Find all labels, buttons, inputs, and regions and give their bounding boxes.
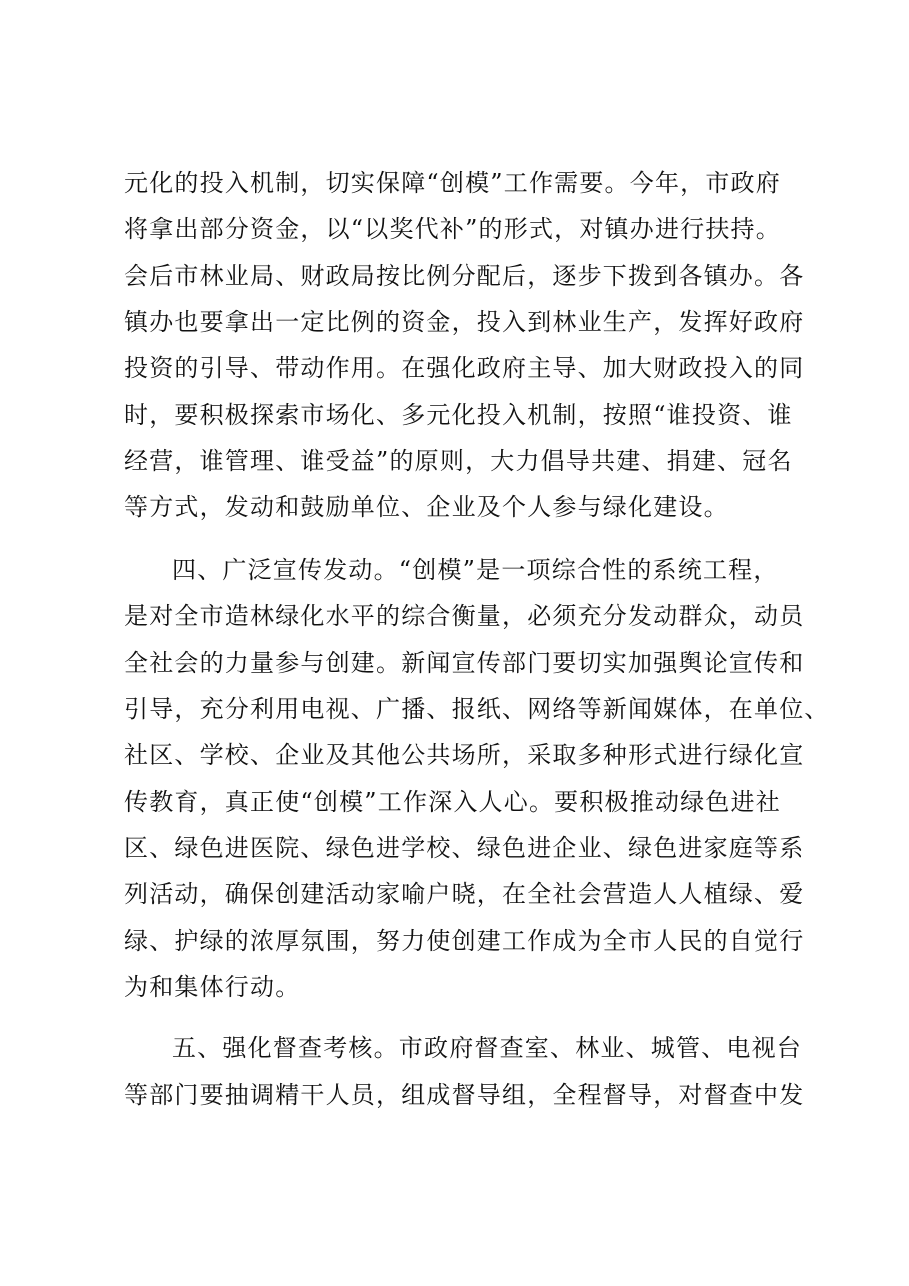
text-line: 为和集体行动。 <box>124 973 301 1001</box>
text-line: 传教育，真正使“创模”工作深入人心。要积极推动绿色进社 <box>124 788 781 816</box>
text-line: 等方式，发动和鼓励单位、企业及个人参与绿化建设。 <box>124 493 729 521</box>
text-line: 社区、学校、企业及其他公共场所，采取多种形式进行绿化宣 <box>124 741 805 769</box>
paragraph-4-first-line: 四、广泛宣传发动。“创模”是一项综合性的系统工程， <box>172 556 779 584</box>
text-line: 全社会的力量参与创建。新闻宣传部门要切实加强舆论宣传和 <box>124 649 805 677</box>
text-line: 区、绿色进医院、绿色进学校、绿色进企业、绿色进家庭等系 <box>124 834 805 862</box>
text-line: 列活动，确保创建活动家喻户晓，在全社会营造人人植绿、爱 <box>124 880 805 908</box>
text-line: 经营，谁管理、谁受益”的原则，大力倡导共建、捐建、冠名 <box>124 447 793 475</box>
text-line: 投资的引导、带动作用。在强化政府主导、加大财政投入的同 <box>124 354 805 382</box>
text-line: 会后市林业局、财政局按比例分配后，逐步下拨到各镇办。各 <box>124 262 805 290</box>
text-line: 绿、护绿的浓厚氛围，努力使创建工作成为全市人民的自觉行 <box>124 927 805 955</box>
text-line: 是对全市造林绿化水平的综合衡量，必须充分发动群众，动员 <box>124 602 805 630</box>
text-line: 时，要积极探索市场化、多元化投入机制，按照“谁投资、谁 <box>124 401 793 429</box>
text-line: 将拿出部分资金，以“以奖代补”的形式，对镇办进行扶持。 <box>124 215 781 243</box>
paragraph-5-first-line: 五、强化督查考核。市政府督查室、林业、城管、电视台 <box>172 1034 802 1062</box>
text-line: 镇办也要拿出一定比例的资金，投入到林业生产，发挥好政府 <box>124 308 805 336</box>
text-line: 元化的投入机制，切实保障“创模”工作需要。今年，市政府 <box>124 169 781 197</box>
text-line: 等部门要抽调精干人员，组成督导组，全程督导，对督查中发 <box>124 1081 805 1109</box>
text-line: 引导，充分利用电视、广播、报纸、网络等新闻媒体，在单位、 <box>124 695 830 723</box>
